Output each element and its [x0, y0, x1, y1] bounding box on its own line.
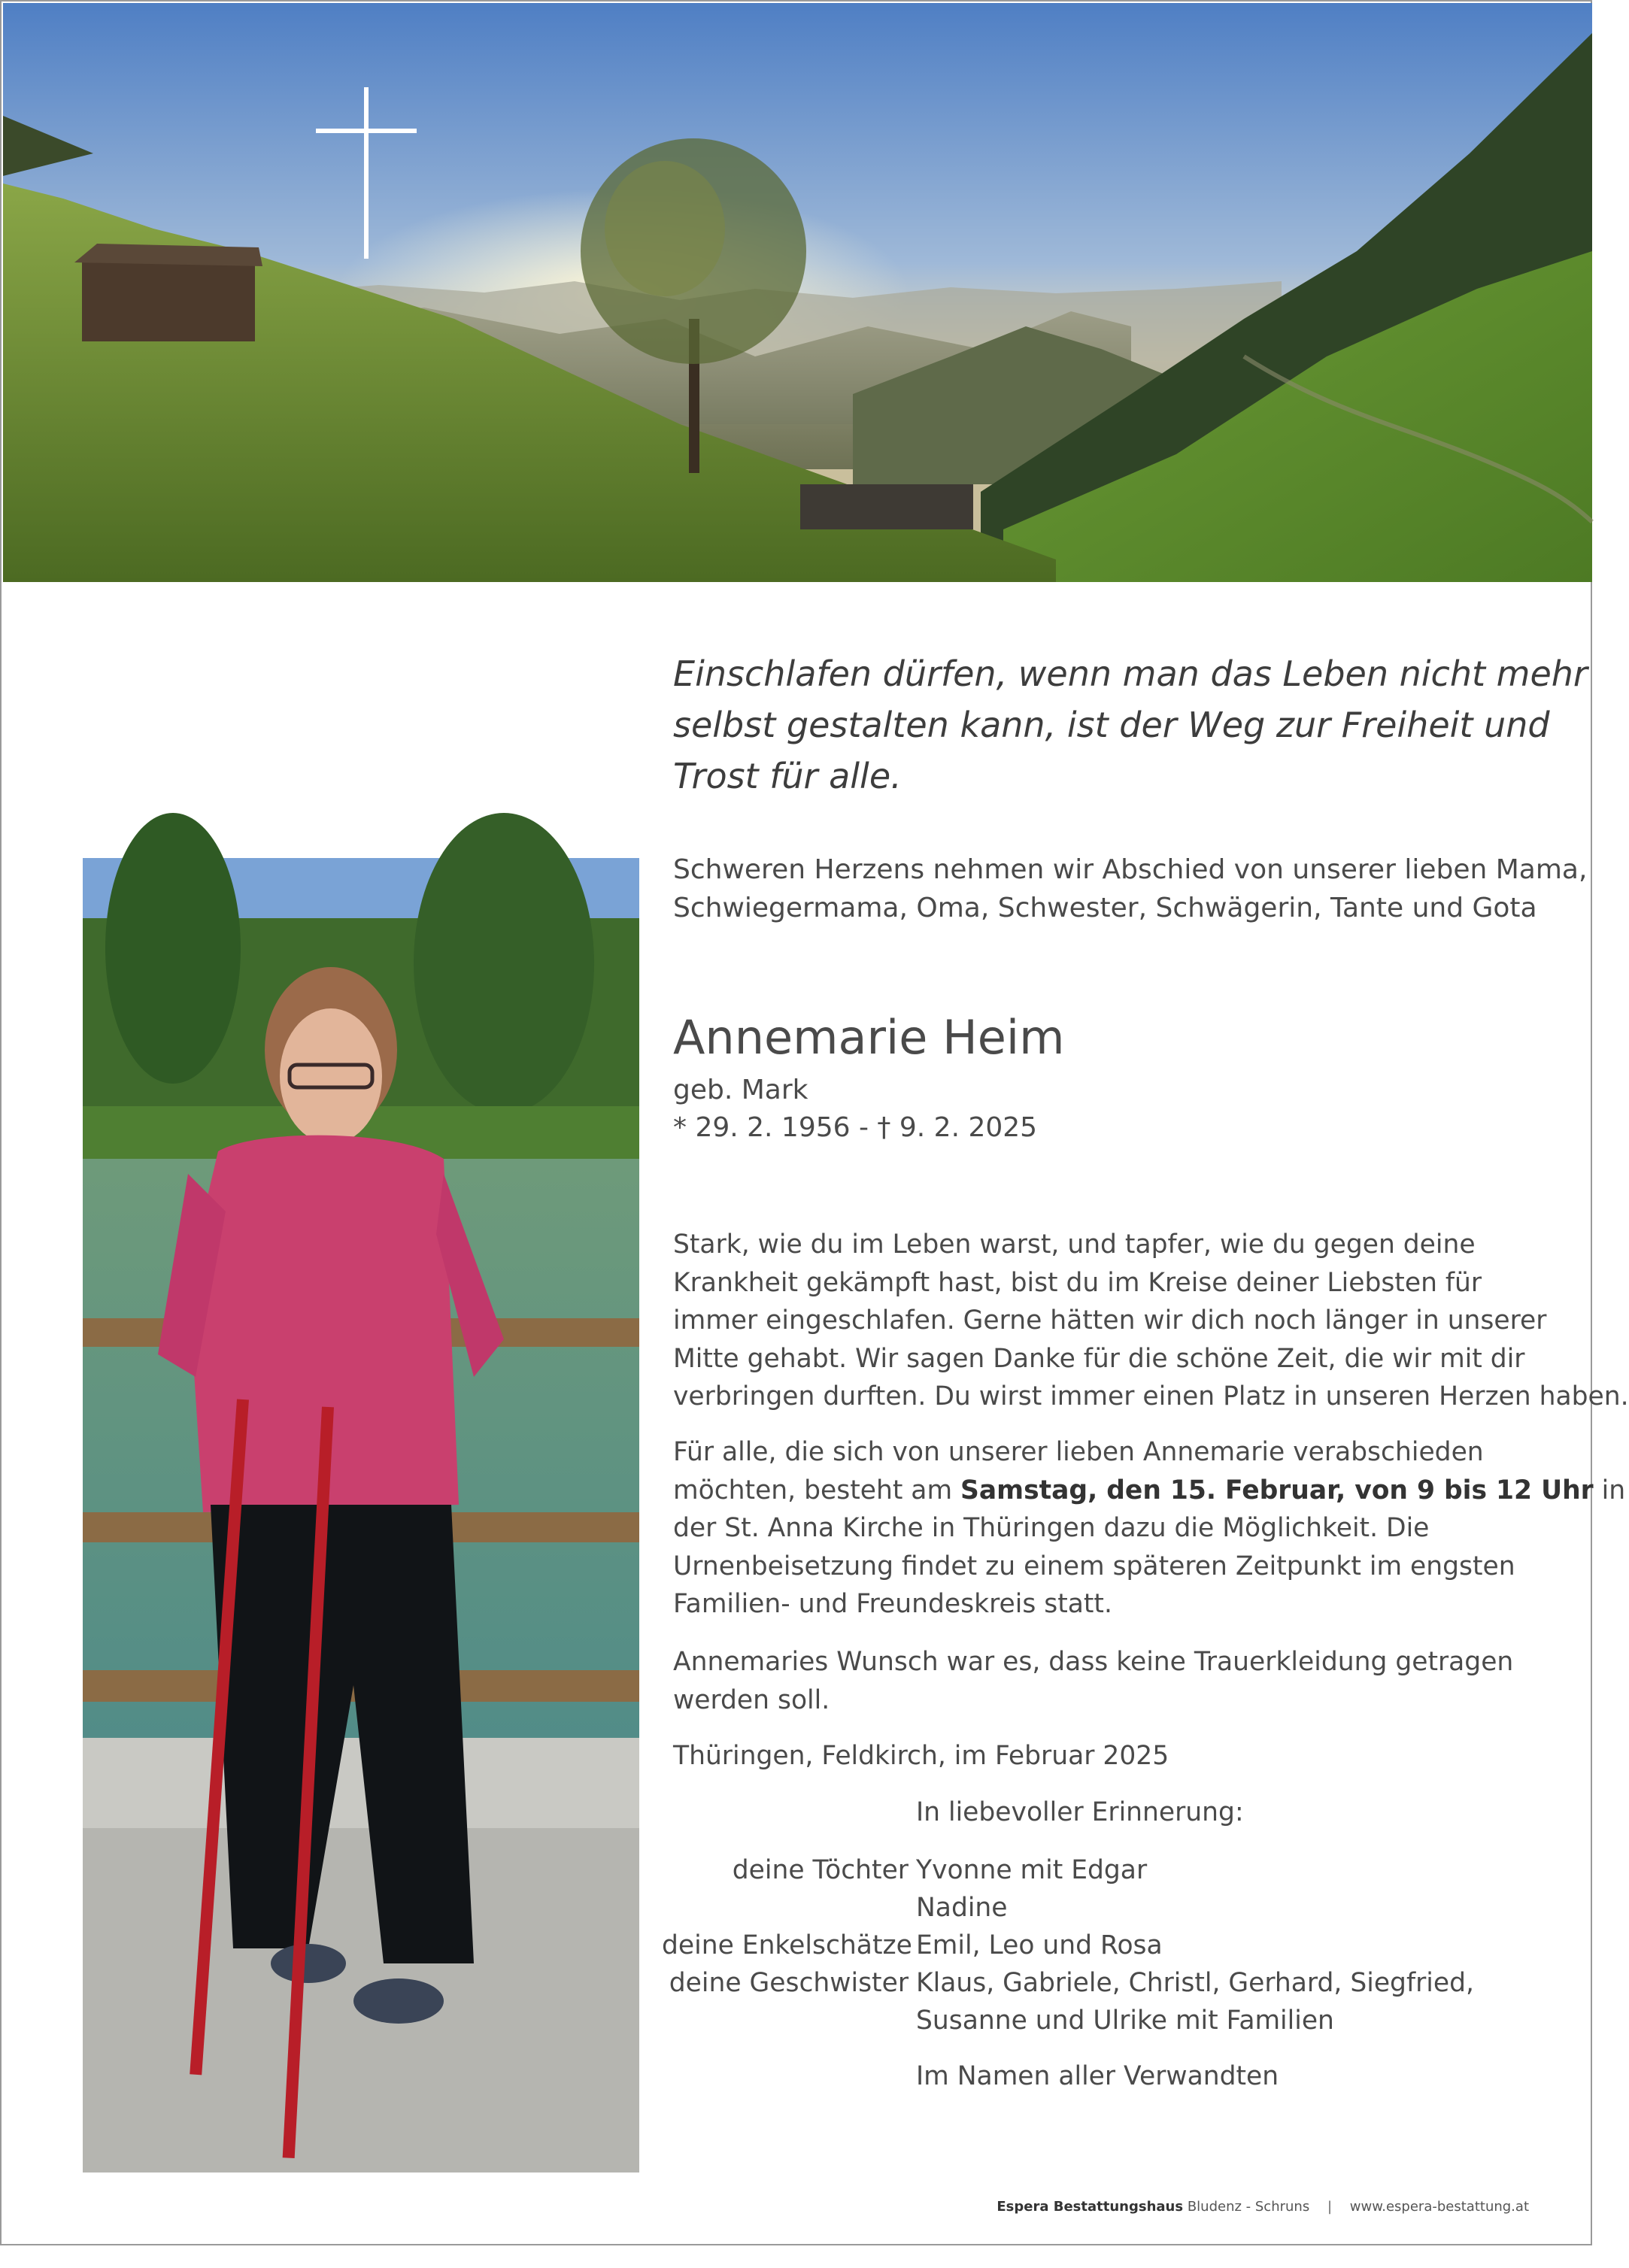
- paragraph-tribute: [673, 1226, 1629, 1416]
- signoff: Im Namen aller Verwandten: [916, 2061, 1279, 2091]
- relation-label: deine Geschwister: [669, 1968, 909, 1998]
- family-names: Klaus, Gabriele, Christl, Gerhard, Siegfried,: [916, 1968, 1474, 1998]
- farewell-datetime: Samstag, den 15. Februar, von 9 bis 12 Uhr: [960, 1475, 1594, 1505]
- family-names: Susanne und Ulrike mit Familien: [916, 2006, 1334, 2036]
- family-names: Nadine: [916, 1893, 1008, 1923]
- relations-column: [662, 1851, 912, 2039]
- family-names: Yvonne mit Edgar: [916, 1855, 1148, 1885]
- life-dates: * 29. 2. 1956 - † 9. 2. 2025: [673, 1112, 1038, 1143]
- intro-line: Schweren Herzens nehmen wir Abschied von unserer lieben Mama,: [673, 854, 1588, 885]
- paragraph-wish: [673, 1643, 1513, 1719]
- memory-line: In liebevoller Erinnerung:: [916, 1797, 1244, 1827]
- footer-brand: Espera Bestattungshaus: [997, 2199, 1184, 2215]
- paragraph-line: Krankheit gekämpft hast, bist du im Kreise deiner Liebsten für: [673, 1267, 1482, 1298]
- relation-label: deine Enkelschätze: [662, 1930, 912, 1960]
- paragraph-line: [673, 1472, 1625, 1510]
- paragraph-line: Annemaries Wunsch war es, dass keine Trauerkleidung getragen: [673, 1647, 1514, 1677]
- paragraph-line: der St. Anna Kirche in Thüringen dazu die Möglichkeit. Die: [673, 1513, 1430, 1543]
- family-names: Emil, Leo und Rosa: [916, 1930, 1163, 1960]
- relation-label: deine Töchter: [732, 1855, 909, 1885]
- paragraph-text: in: [1593, 1475, 1626, 1505]
- relation-label: [662, 2002, 909, 2039]
- relation-label: [662, 1889, 909, 1927]
- names-column: [916, 1851, 1474, 2039]
- paragraph-line: werden soll.: [673, 1684, 830, 1715]
- paragraph-line: Familien- und Freundeskreis statt.: [673, 1589, 1112, 1619]
- place-date: Thüringen, Feldkirch, im Februar 2025: [673, 1741, 1169, 1771]
- intro-line: Schwiegermama, Oma, Schwester, Schwägerin, Tante und Gota: [673, 893, 1537, 923]
- paragraph-line: immer eingeschlafen. Gerne hätten wir dich noch länger in unserer: [673, 1305, 1547, 1336]
- header-landscape-image: [3, 3, 1592, 582]
- paragraph-text: möchten, besteht am: [673, 1475, 961, 1505]
- footer-locations: Bludenz - Schruns: [1187, 2199, 1310, 2215]
- footer-separator: |: [1327, 2199, 1333, 2215]
- footer-website-link[interactable]: www.espera-bestattung.at: [1349, 2199, 1529, 2215]
- poem-line: selbst gestalten kann, ist der Weg zur Freiheit und: [673, 705, 1550, 745]
- deceased-name: Annemarie Heim: [673, 1010, 1065, 1065]
- poem-line: Einschlafen dürfen, wenn man das Leben nicht mehr: [673, 653, 1588, 694]
- poem-quote: [673, 648, 1588, 802]
- portrait-photo: [83, 858, 639, 2172]
- paragraph-line: Stark, wie du im Leben warst, und tapfer, wie du gegen deine: [673, 1230, 1476, 1260]
- intro-text: [673, 850, 1587, 927]
- paragraph-line: Urnenbeisetzung findet zu einem späteren Zeitpunkt im engsten: [673, 1551, 1515, 1581]
- footer: [997, 2199, 1529, 2215]
- paragraph-line: verbringen durften. Du wirst immer einen Platz in unseren Herzen haben.: [673, 1381, 1629, 1411]
- birth-name: geb. Mark: [673, 1075, 808, 1105]
- poem-line: Trost für alle.: [673, 756, 902, 796]
- paragraph-line: Mitte gehabt. Wir sagen Danke für die schöne Zeit, die wir mit dir: [673, 1343, 1525, 1374]
- paragraph-farewell: [673, 1433, 1625, 1624]
- paragraph-line: Für alle, die sich von unserer lieben Annemarie verabschieden: [673, 1437, 1484, 1467]
